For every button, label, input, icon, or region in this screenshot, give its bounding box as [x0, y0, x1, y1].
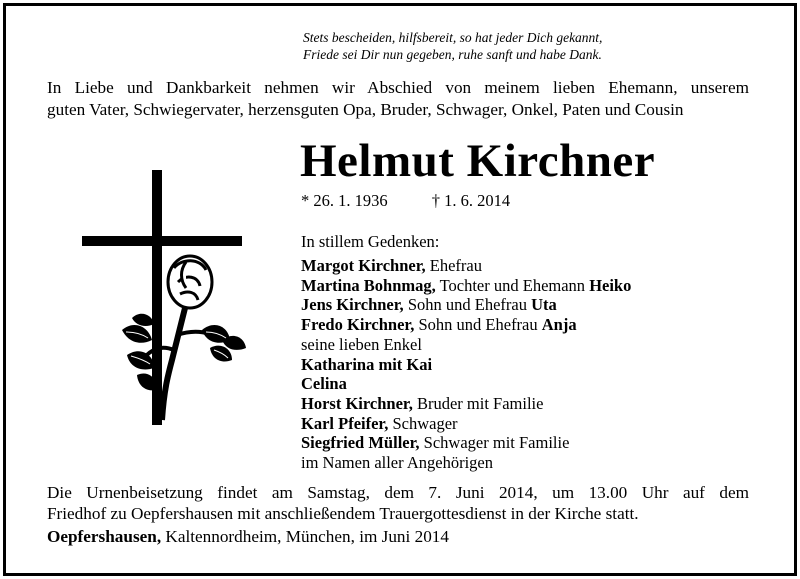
death-date: † 1. 6. 2014: [431, 191, 511, 210]
funeral-line: Die Urnenbeisetzung findet am Samstag, dem 7. Juni 2014, um 13.00 Uhr auf dem: [47, 483, 749, 502]
memorial-poem: [303, 29, 602, 63]
mourner-entry: [301, 453, 631, 473]
mourner-relation: Sohn und Ehefrau: [403, 295, 532, 315]
mourner-relation: Bruder mit Familie: [412, 393, 544, 413]
mourner-name: Jens Kirchner,: [301, 295, 404, 315]
mourner-partner: Anja: [541, 315, 577, 335]
mourner-name: Siegfried Müller,: [301, 433, 420, 453]
signature-rest: Kaltennordheim, München, im Juni 2014: [161, 527, 449, 546]
poem-line: Friede sei Dir nun gegeben, ruhe sanft und habe Dank.: [303, 47, 602, 62]
mourner-relation: seine lieben Enkel: [301, 334, 422, 354]
mourner-entry: [301, 335, 631, 355]
birth-date: * 26. 1. 1936: [301, 191, 388, 210]
life-dates: [301, 191, 510, 211]
mourner-entry: [301, 414, 631, 434]
mourner-name: Karl Pfeifer,: [301, 413, 389, 433]
funeral-line: Friedhof zu Oepfershausen mit anschließendem Trauergottesdienst in der Kirche statt.: [47, 504, 639, 523]
mourner-partner: Heiko: [589, 275, 632, 295]
poem-line: Stets bescheiden, hilfsbereit, so hat jeder Dich gekannt,: [303, 30, 603, 45]
mourner-name: Katharina mit Kai: [301, 354, 433, 374]
intro-line: In Liebe und Dankbarkeit nehmen wir Abschied von meinem lieben Ehemann, unserem: [47, 78, 749, 97]
mourners-list: [301, 256, 631, 473]
funeral-announcement: [47, 482, 749, 524]
mourner-relation: Schwager mit Familie: [419, 433, 570, 453]
mourner-name: Martina Bohnmag,: [301, 275, 436, 295]
cross-with-rose-icon: [82, 170, 257, 435]
mourner-partner: Uta: [531, 295, 557, 315]
intro-line: guten Vater, Schwiegervater, herzensguten Opa, Bruder, Schwager, Onkel, Paten und Cousin: [47, 100, 684, 119]
mourner-name: Margot Kirchner,: [301, 256, 426, 275]
mourner-relation: Ehefrau: [425, 256, 482, 275]
mourner-entry: [301, 315, 631, 335]
signature-line: [47, 527, 449, 547]
mourners-heading: In stillem Gedenken:: [301, 232, 440, 251]
mourner-entry: [301, 374, 631, 394]
signature-place: Oepfershausen,: [47, 527, 162, 546]
mourner-name: Horst Kirchner,: [301, 393, 413, 413]
mourner-entry: [301, 355, 631, 375]
mourner-name: Fredo Kirchner,: [301, 315, 415, 335]
mourner-entry: [301, 394, 631, 414]
deceased-name: Helmut Kirchner: [300, 135, 656, 187]
mourner-entry: [301, 433, 631, 453]
mourner-entry: [301, 276, 631, 296]
mourner-relation: Schwager: [388, 413, 458, 433]
mourner-relation: Sohn und Ehefrau: [414, 315, 542, 335]
mourner-relation: Tochter und Ehemann: [435, 275, 590, 295]
mourner-entry: [301, 256, 631, 276]
intro-text: [47, 77, 749, 121]
mourner-relation: im Namen aller Angehörigen: [301, 453, 493, 473]
mourner-entry: [301, 295, 631, 315]
mourner-name: Celina: [301, 374, 347, 394]
